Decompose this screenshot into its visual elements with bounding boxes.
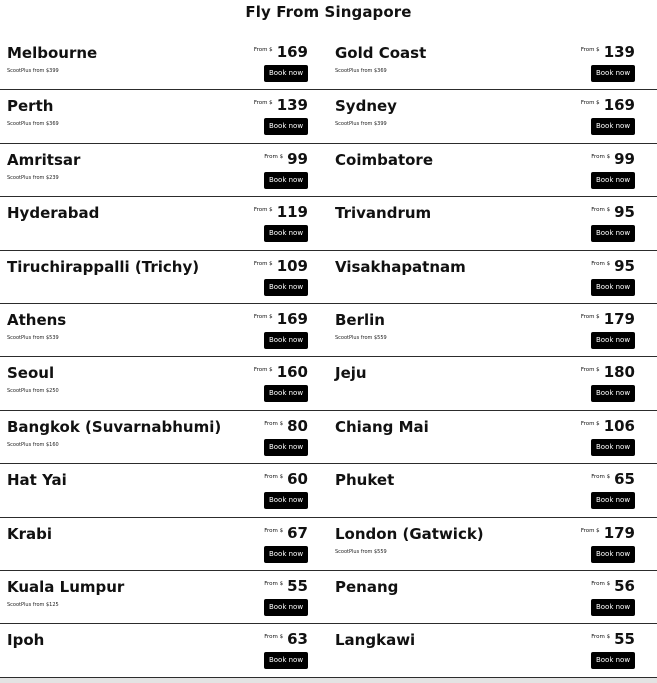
fare-price: 169 (276, 309, 308, 328)
price-block (254, 204, 308, 220)
destination-card (0, 624, 328, 677)
scootplus-price: ScootPlus from $239 (7, 174, 59, 181)
fare-price: 99 (287, 149, 308, 168)
from-label: From $ (591, 260, 611, 267)
destination-card (0, 197, 328, 250)
destination-card (328, 411, 657, 464)
from-label: From $ (591, 634, 611, 641)
price-block (264, 578, 308, 594)
price-block (254, 258, 308, 274)
price-block (581, 364, 635, 380)
book-now-button[interactable]: Book now (591, 385, 635, 402)
destination-card (328, 357, 657, 410)
fare-price: 55 (287, 576, 308, 595)
price-block (591, 151, 635, 167)
destination-card (0, 357, 328, 410)
destination-card (0, 464, 328, 517)
from-label: From $ (264, 420, 284, 427)
destination-name: Seoul (7, 364, 55, 383)
book-now-button[interactable]: Book now (591, 439, 635, 456)
book-now-button[interactable]: Book now (591, 599, 635, 616)
from-label: From $ (264, 527, 284, 534)
from-label: From $ (591, 153, 611, 160)
fare-price: 65 (614, 470, 635, 489)
fare-price: 95 (614, 203, 635, 222)
book-now-button[interactable]: Book now (591, 279, 635, 296)
fare-price: 139 (276, 96, 308, 115)
destination-card (0, 90, 328, 143)
destination-name: Ipoh (7, 631, 45, 650)
fare-price: 179 (603, 309, 635, 328)
book-now-button[interactable]: Book now (264, 225, 308, 242)
destination-name: Langkawi (335, 631, 416, 650)
from-label: From $ (580, 367, 600, 374)
page-title: Fly From Singapore (245, 3, 412, 21)
price-block (581, 311, 635, 327)
book-now-button[interactable]: Book now (591, 172, 635, 189)
book-now-button[interactable]: Book now (264, 385, 308, 402)
fare-price: 160 (276, 363, 308, 382)
destination-card (328, 144, 657, 197)
destination-name: Hyderabad (7, 204, 100, 223)
from-label: From $ (253, 367, 273, 374)
book-now-button[interactable]: Book now (264, 599, 308, 616)
price-block (581, 418, 635, 434)
destination-card (328, 304, 657, 357)
book-now-button[interactable]: Book now (264, 279, 308, 296)
fare-price: 109 (276, 256, 308, 275)
from-label: From $ (264, 634, 284, 641)
scootplus-price: ScootPlus from $399 (335, 121, 387, 128)
price-block (254, 44, 308, 60)
scootplus-price: ScootPlus from $559 (335, 334, 387, 341)
price-block (591, 204, 635, 220)
destination-name: Jeju (335, 364, 367, 383)
fare-price: 95 (614, 256, 635, 275)
from-label: From $ (264, 474, 284, 481)
destination-card (328, 197, 657, 250)
book-now-button[interactable]: Book now (591, 65, 635, 82)
price-block (581, 44, 635, 60)
destination-name: Coimbatore (335, 150, 433, 169)
from-label: From $ (580, 100, 600, 107)
book-now-button[interactable]: Book now (591, 492, 635, 509)
destination-name: Bangkok (Suvarnabhumi) (7, 417, 222, 436)
from-label: From $ (253, 260, 273, 267)
destination-name: Berlin (335, 310, 385, 329)
from-label: From $ (591, 207, 611, 214)
destination-card (0, 304, 328, 357)
destination-name: Athens (7, 310, 67, 329)
fare-price: 99 (614, 149, 635, 168)
destination-card (0, 144, 328, 197)
destination-name: London (Gatwick) (335, 524, 484, 543)
price-block (264, 151, 308, 167)
from-label: From $ (580, 420, 600, 427)
fare-price: 169 (603, 96, 635, 115)
book-now-button[interactable]: Book now (264, 172, 308, 189)
destination-name: Chiang Mai (335, 417, 429, 436)
fare-price: 119 (276, 203, 308, 222)
destination-card (0, 251, 328, 304)
price-block (581, 525, 635, 541)
destination-name: Trivandrum (335, 204, 432, 223)
destination-card (0, 571, 328, 624)
scootplus-price: ScootPlus from $125 (7, 601, 59, 608)
destination-card (328, 251, 657, 304)
from-label: From $ (580, 313, 600, 320)
price-block (264, 525, 308, 541)
destination-name: Perth (7, 97, 54, 116)
price-block (591, 631, 635, 647)
fare-price: 67 (287, 523, 308, 542)
book-now-button[interactable]: Book now (264, 546, 308, 563)
fare-price: 180 (603, 363, 635, 382)
book-now-button[interactable]: Book now (264, 118, 308, 135)
price-block (591, 258, 635, 274)
fare-price: 60 (287, 470, 308, 489)
price-block (254, 364, 308, 380)
destination-name: Tiruchirappalli (Trichy) (7, 257, 200, 276)
destination-card (0, 518, 328, 571)
destination-card (328, 624, 657, 677)
destination-name: Sydney (335, 97, 397, 116)
book-now-button[interactable]: Book now (264, 332, 308, 349)
scootplus-price: ScootPlus from $369 (7, 121, 59, 128)
from-label: From $ (253, 100, 273, 107)
scootplus-price: ScootPlus from $399 (7, 68, 59, 74)
destination-name: Amritsar (7, 150, 81, 169)
destination-name: Phuket (335, 471, 395, 490)
price-block (254, 311, 308, 327)
scootplus-price: ScootPlus from $539 (7, 334, 59, 341)
from-label: From $ (253, 313, 273, 320)
from-label: From $ (591, 474, 611, 481)
destination-grid (0, 37, 657, 678)
fare-price: 139 (603, 43, 635, 61)
fare-price: 80 (287, 416, 308, 435)
price-block (581, 97, 635, 113)
fare-price: 55 (614, 630, 635, 649)
destination-card (328, 571, 657, 624)
scootplus-price: ScootPlus from $250 (7, 388, 59, 395)
price-block (264, 631, 308, 647)
from-label: From $ (580, 47, 600, 53)
from-label: From $ (264, 580, 284, 587)
book-now-button[interactable]: Book now (264, 65, 308, 82)
book-now-button[interactable]: Book now (264, 492, 308, 509)
destination-name: Penang (335, 577, 399, 596)
price-block (591, 471, 635, 487)
destination-card (328, 518, 657, 571)
fare-price: 106 (603, 416, 635, 435)
book-now-button[interactable]: Book now (264, 439, 308, 456)
from-label: From $ (253, 47, 273, 53)
destination-name: Kuala Lumpur (7, 577, 125, 596)
price-block (264, 418, 308, 434)
destination-card (328, 464, 657, 517)
destination-name: Hat Yai (7, 471, 67, 490)
price-block (264, 471, 308, 487)
destination-name: Visakhapatnam (335, 257, 466, 276)
fare-price: 169 (276, 43, 308, 61)
book-now-button[interactable]: Book now (591, 225, 635, 242)
destination-name: Krabi (7, 524, 53, 543)
scootplus-price: ScootPlus from $559 (335, 548, 387, 555)
from-label: From $ (580, 527, 600, 534)
fare-price: 63 (287, 630, 308, 649)
book-now-button[interactable]: Book now (591, 652, 635, 669)
destination-card (328, 90, 657, 143)
scootplus-price: ScootPlus from $369 (335, 68, 387, 74)
book-now-button[interactable]: Book now (591, 332, 635, 349)
from-label: From $ (591, 580, 611, 587)
from-label: From $ (264, 153, 284, 160)
from-label: From $ (253, 207, 273, 214)
book-now-button[interactable]: Book now (591, 118, 635, 135)
destination-card (0, 411, 328, 464)
bottom-divider (0, 678, 657, 683)
book-now-button[interactable]: Book now (264, 652, 308, 669)
destination-card (328, 37, 657, 90)
price-block (254, 97, 308, 113)
scootplus-price: ScootPlus from $160 (7, 441, 59, 448)
destination-name: Melbourne (7, 44, 98, 62)
destination-name: Gold Coast (335, 44, 427, 62)
book-now-button[interactable]: Book now (591, 546, 635, 563)
price-block (591, 578, 635, 594)
fare-price: 179 (603, 523, 635, 542)
destination-card (0, 37, 328, 90)
fare-price: 56 (614, 576, 635, 595)
